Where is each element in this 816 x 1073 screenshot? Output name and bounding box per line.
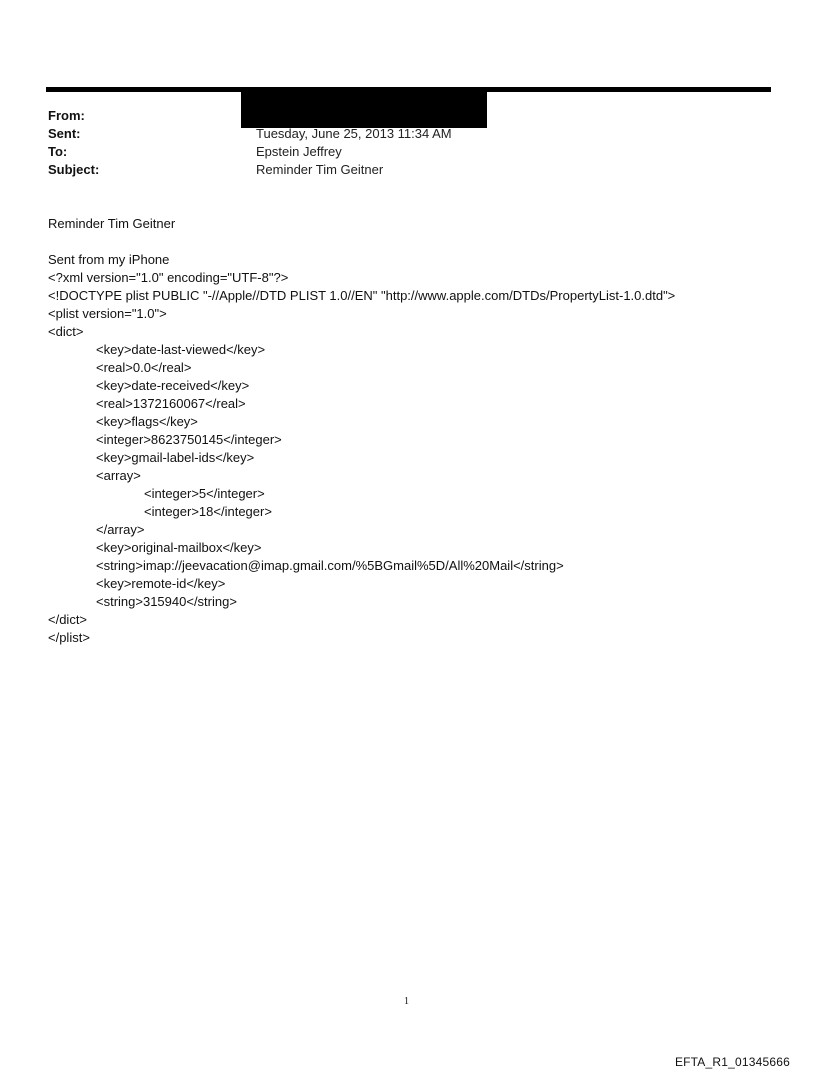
xml-line: <key>gmail-label-ids</key> bbox=[96, 450, 255, 465]
xml-line: <integer>8623750145</integer> bbox=[96, 432, 282, 447]
blank-line bbox=[48, 233, 675, 251]
page-number: 1 bbox=[404, 996, 409, 1007]
sent-value: Tuesday, June 25, 2013 11:34 AM bbox=[256, 126, 452, 141]
email-header bbox=[48, 107, 452, 179]
body-subject-line: Reminder Tim Geitner bbox=[48, 216, 176, 231]
xml-line: <integer>18</integer> bbox=[144, 504, 272, 519]
xml-line: <key>date-last-viewed</key> bbox=[96, 342, 266, 357]
xml-line: <!DOCTYPE plist PUBLIC "-//Apple//DTD PLIST 1.0//EN" "http://www.apple.com/DTDs/PropertyList-1.0.dtd"> bbox=[48, 288, 676, 303]
from-label: From: bbox=[48, 108, 85, 123]
to-label: To: bbox=[48, 144, 68, 159]
xml-line: <key>remote-id</key> bbox=[96, 576, 226, 591]
xml-line: <real>0.0</real> bbox=[96, 360, 192, 375]
xml-line: </plist> bbox=[48, 630, 90, 645]
xml-line: <plist version="1.0"> bbox=[48, 306, 167, 321]
xml-line: <key>flags</key> bbox=[96, 414, 198, 429]
signature-line: Sent from my iPhone bbox=[48, 252, 170, 267]
xml-line: <string>imap://jeevacation@imap.gmail.com/%5BGmail%5D/All%20Mail</string> bbox=[96, 558, 564, 573]
to-row bbox=[48, 143, 452, 161]
xml-line: </array> bbox=[96, 522, 145, 537]
xml-line: <array> bbox=[96, 468, 141, 483]
from-row bbox=[48, 107, 452, 125]
xml-line: <integer>5</integer> bbox=[144, 486, 265, 501]
subject-row bbox=[48, 161, 452, 179]
subject-value: Reminder Tim Geitner bbox=[256, 162, 384, 177]
xml-line: <key>original-mailbox</key> bbox=[96, 540, 262, 555]
to-value: Epstein Jeffrey bbox=[256, 144, 342, 159]
subject-label: Subject: bbox=[48, 162, 100, 177]
email-body bbox=[48, 215, 675, 647]
sent-row bbox=[48, 125, 452, 143]
xml-line: <key>date-received</key> bbox=[96, 378, 250, 393]
xml-line: <?xml version="1.0" encoding="UTF-8"?> bbox=[48, 270, 289, 285]
xml-line: </dict> bbox=[48, 612, 88, 627]
document-id: EFTA_R1_01345666 bbox=[674, 1055, 790, 1069]
xml-line: <dict> bbox=[48, 324, 84, 339]
xml-line: <real>1372160067</real> bbox=[96, 396, 246, 411]
sent-label: Sent: bbox=[48, 126, 81, 141]
xml-line: <string>315940</string> bbox=[96, 594, 237, 609]
